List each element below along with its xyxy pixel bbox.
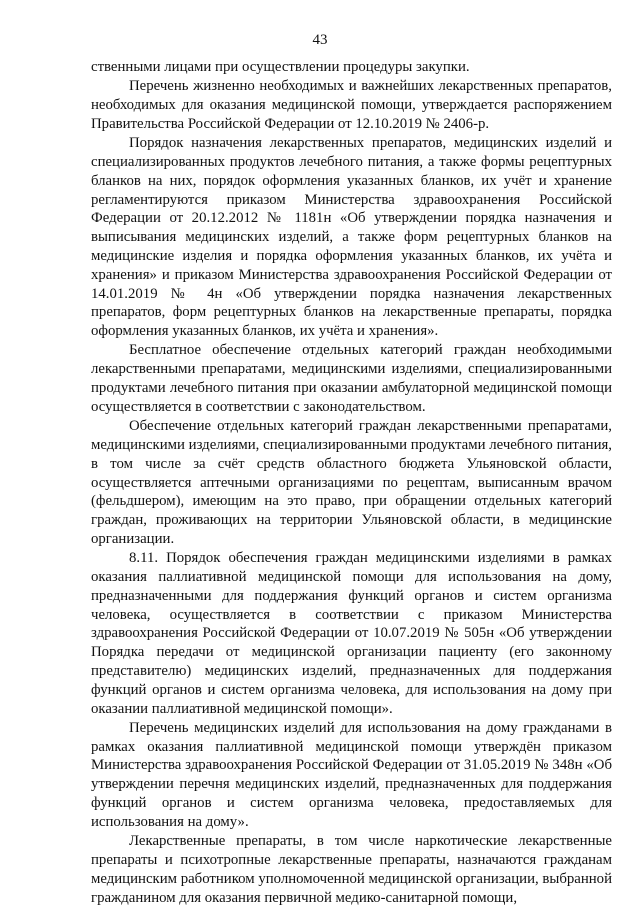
paragraph-continuation: ственными лицами при осуществлении процедуры закупки. <box>91 59 470 75</box>
paragraph-medical-devices-list: Перечень медицинских изделий для использования на дому гражданами в рамках оказания паллиативной медицинской помощи утверждён приказом Министерства здравоохранения Российской Федерации от 31.05.2019 № 348н «Об утверждении перечня медицинских изделий, предназначенных для поддержания функций органов и систем организма человека, предоставляемых для использования на дому». <box>91 719 612 830</box>
paragraph-narcotic-drugs: Лекарственные препараты, в том числе наркотические лекарственные препараты и психотропные лекарственные препараты, назначаются гражданам медицинским работником уполномоченной медицинской организации, выбранной гражданином для оказания первичной медико-санитарной помощи, <box>91 833 612 906</box>
page-number: 43 <box>312 32 328 48</box>
document-body <box>91 58 612 907</box>
paragraph-essential-drugs-list: Перечень жизненно необходимых и важнейших лекарственных препаратов, необходимых для оказания медицинской помощи, утверждается распоряжением Правительства Российской Федерации от 12.10.2019 № 2406-р. <box>91 78 612 132</box>
paragraph-free-provision: Бесплатное обеспечение отдельных категорий граждан необходимыми лекарственными препаратами, медицинскими изделиями, специализированными продуктами лечебного питания при оказании амбулаторной медицинской помощи осуществляется в соответствии с законодательством. <box>91 342 612 415</box>
paragraph-pharmacy-provision: Обеспечение отдельных категорий граждан лекарственными препаратами, медицинскими изделиями, специализированными продуктами лечебного питания, в том числе за счёт средств областного бюджета Ульяновской области, осуществляется аптечными организациями по рецептам, выписанным врачом (фельдшером), имеющим на это право, при обращении отдельных категорий граждан, проживающих на территории Ульяновской области, в медицинские организации. <box>91 418 612 547</box>
paragraph-section-8-11: 8.11. Порядок обеспечения граждан медицинскими изделиями в рамках оказания паллиативной медицинской помощи для использования на дому, предназначенными для поддержания функций органов и систем организма человека, осуществляется в соответствии с приказом Министерства здравоохранения Российской Федерации от 10.07.2019 № 505н «Об утверждении Порядка передачи от медицинской организации пациенту (его законному представителю) медицинских изделий, предназначенных для поддержания функций органов и систем организма человека, для использования на дому при оказании паллиативной медицинской помощи». <box>91 550 612 717</box>
paragraph-prescription-order: Порядок назначения лекарственных препаратов, медицинских изделий и специализированных продуктов лечебного питания, а также формы рецептурных бланков на них, порядок оформления указанных бланков, их учёт и хранение регламентируются приказом Министерства здравоохранения Российской Федерации от 20.12.2012 № 1181н «Об утверждении порядка назначения и выписывания медицинских изделий, а также форм рецептурных бланков на медицинские изделия и порядка оформления указанных бланков, их учёта и хранения» и приказом Министерства здравоохранения Российской Федерации от 14.01.2019 № 4н «Об утверждении порядка назначения лекарственных препаратов, форм рецептурных бланков на лекарственные препараты, порядка оформления указанных бланков, их учёта и хранения». <box>91 135 612 340</box>
